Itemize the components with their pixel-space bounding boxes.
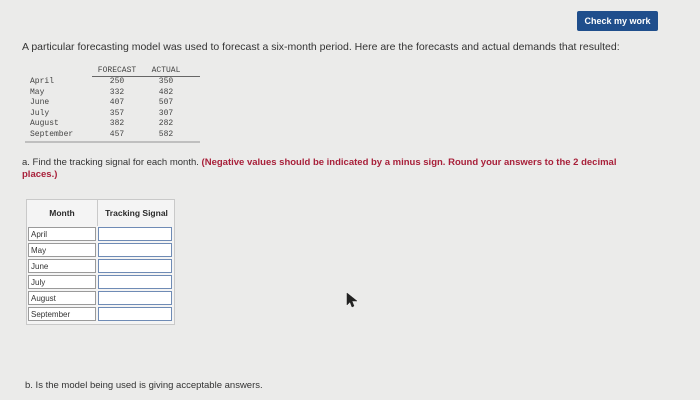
actual-header: ACTUAL [151,66,181,75]
tracking-signal-column-header: Tracking Signal [97,200,175,226]
forecast-cell: 357 [109,108,125,118]
month-cell: September [30,129,74,139]
actual-cell: 282 [158,119,174,128]
month-cell: April [30,77,55,86]
forecast-data-table [30,66,200,140]
tracking-signal-input-august[interactable] [98,291,172,305]
answer-row [28,291,172,307]
month-cell: May [30,87,45,97]
answer-month-label: May [28,243,96,257]
actual-cell: 507 [158,98,174,107]
data-row [30,98,200,109]
question-b: b. Is the model being used is giving acceptable answers. [25,380,263,391]
data-row [30,119,200,130]
question-a [22,157,642,181]
actual-cell: 582 [158,129,174,139]
question-a-note: (Negative values should be indicated by a minus sign. Round your answers to the 2 decimal places.) [22,157,617,180]
answer-row [28,259,172,275]
month-cell: July [30,108,50,118]
answer-month-label: April [28,227,96,241]
actual-cell: 482 [158,87,174,97]
tracking-signal-input-july[interactable] [98,275,172,289]
tracking-signal-input-april[interactable] [98,227,172,241]
answer-row [28,243,172,259]
tracking-signal-input-june[interactable] [98,259,172,273]
data-row [30,130,200,141]
month-cell: August [30,119,59,128]
month-cell: June [30,98,50,107]
data-row [30,77,200,88]
answer-month-label: July [28,275,96,289]
actual-cell: 350 [158,77,174,86]
problem-intro: A particular forecasting model was used to forecast a six-month period. Here are the forecasts and actual demands that resulted: [22,41,620,53]
answer-row [28,227,172,243]
forecast-cell: 332 [109,87,125,97]
section-divider [25,141,200,143]
forecast-header: FORECAST [97,66,137,75]
answer-rows [28,227,172,323]
forecast-cell: 407 [109,98,125,107]
month-column-header: Month [49,208,75,218]
actual-cell: 307 [158,108,174,118]
answer-row [28,275,172,291]
tracking-signal-input-september[interactable] [98,307,172,321]
tracking-signal-answer-table [26,199,175,325]
data-row [30,109,200,120]
answer-month-label: June [28,259,96,273]
check-my-work-button[interactable]: Check my work [577,11,658,31]
forecast-cell: 382 [109,119,125,128]
answer-row [28,307,172,323]
data-row [30,88,200,99]
forecast-cell: 250 [109,77,125,86]
tracking-signal-input-may[interactable] [98,243,172,257]
answer-month-label: September [28,307,96,321]
mouse-pointer-icon [345,292,359,308]
forecast-cell: 457 [109,129,125,139]
answer-month-label: August [28,291,96,305]
question-a-text: a. Find the tracking signal for each month. [22,157,199,168]
data-table-header [92,66,200,77]
